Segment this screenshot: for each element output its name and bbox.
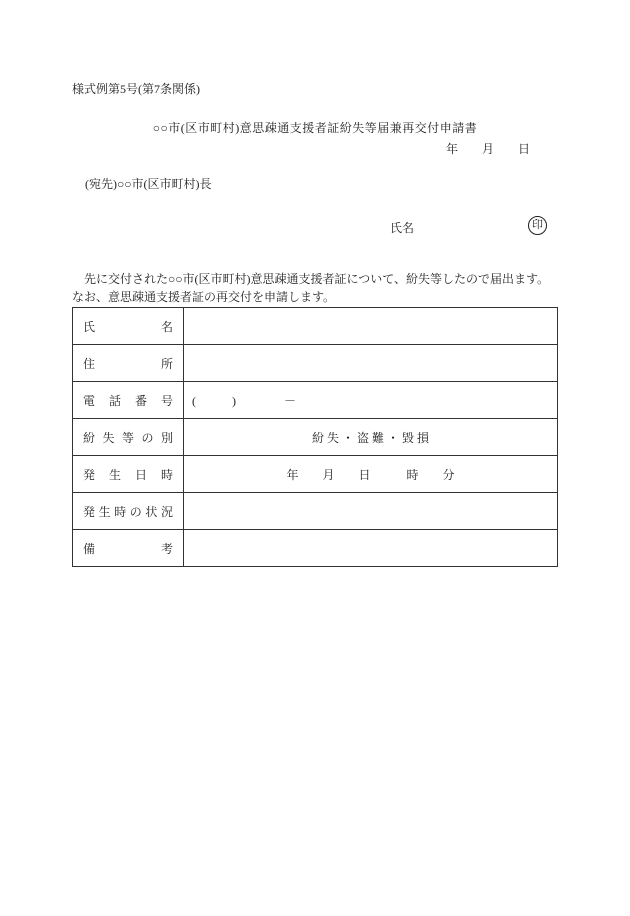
row-label-text: 発 生 時 の 状 況	[83, 504, 173, 519]
table-row	[73, 382, 558, 419]
row-label-text: 備 考	[83, 541, 173, 556]
row-label	[73, 419, 184, 456]
table-row	[73, 530, 558, 567]
row-label-text: 住 所	[83, 356, 173, 371]
table-row	[73, 308, 558, 345]
row-label	[73, 530, 184, 567]
row-label	[73, 456, 184, 493]
row-value	[184, 308, 558, 345]
table-row	[73, 345, 558, 382]
name-line	[0, 215, 630, 237]
table-row	[73, 493, 558, 530]
row-value: ( ) －	[184, 382, 558, 419]
row-value	[184, 493, 558, 530]
row-value: 年 月 日 時 分	[184, 456, 558, 493]
row-label-text: 氏 名	[83, 319, 173, 334]
document-title: ○○市(区市町村)意思疎通支援者証紛失等届兼再交付申請書	[152, 121, 478, 135]
date-line: 年 月 日	[445, 142, 530, 156]
row-value	[184, 530, 558, 567]
seal-stamp-icon: 印	[528, 216, 547, 235]
row-label	[73, 308, 184, 345]
row-label	[73, 382, 184, 419]
row-value: 紛 失 ・ 盗 難 ・ 毀 損	[184, 419, 558, 456]
row-label-text: 発 生 日 時	[83, 467, 173, 482]
form-number: 様式例第5号(第7条関係)	[72, 82, 200, 96]
form-table	[72, 307, 558, 567]
body-text	[72, 270, 572, 306]
row-value	[184, 345, 558, 382]
addressee-line: (宛先)○○市(区市町村)長	[85, 177, 212, 191]
row-label	[73, 345, 184, 382]
body-line: 先に交付された○○市(区市町村)意思疎通支援者証について、紛失等したので届出ます。	[72, 272, 550, 286]
row-label	[73, 493, 184, 530]
row-label-text: 紛 失 等 の 別	[83, 430, 173, 445]
name-label: 氏名	[390, 221, 415, 235]
form-table-body	[73, 308, 558, 567]
table-row	[73, 456, 558, 493]
table-row	[73, 419, 558, 456]
row-label-text: 電 話 番 号	[83, 393, 173, 408]
body-line: なお、意思疎通支援者証の再交付を申請します。	[72, 290, 336, 304]
